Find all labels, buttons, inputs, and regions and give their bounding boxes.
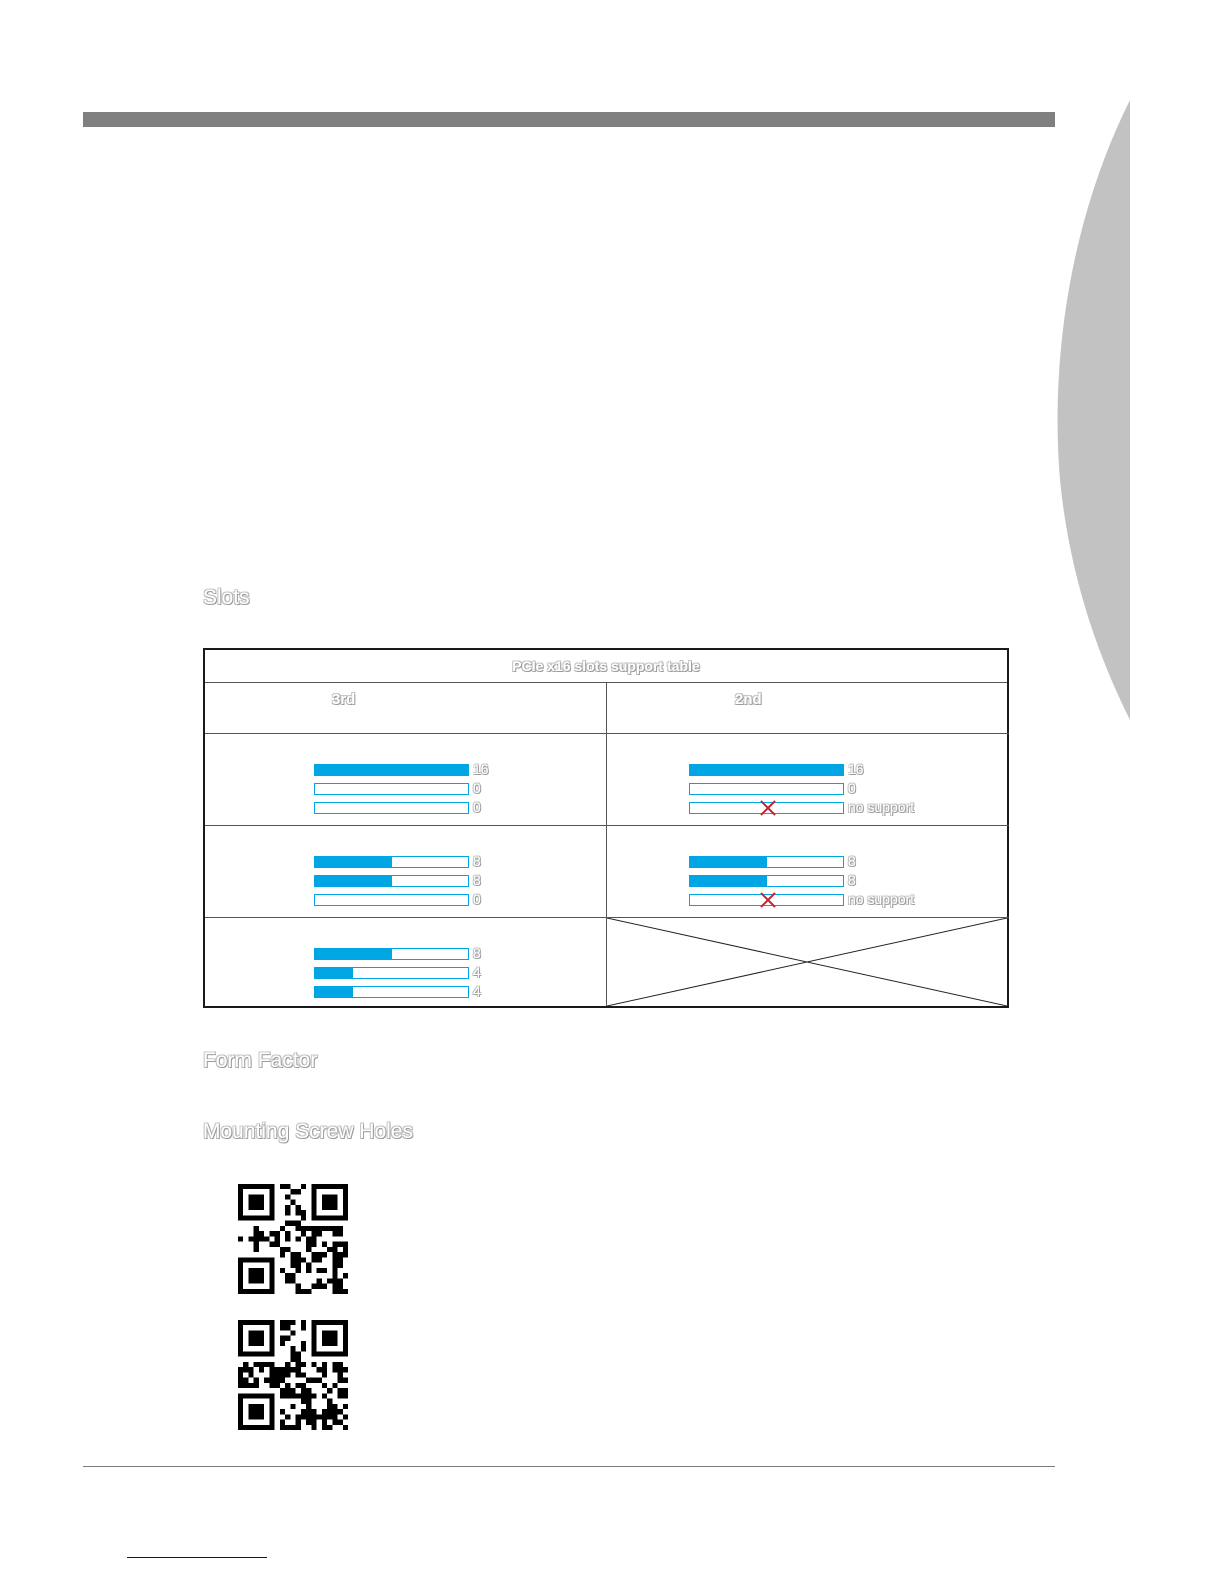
- x-icon: [758, 798, 778, 818]
- lane-bar-track: [314, 967, 469, 979]
- table-cell-left: [205, 826, 607, 918]
- side-tab-shape: [1050, 100, 1130, 720]
- lane-label: 16: [848, 761, 864, 777]
- lane-bar-track: [314, 856, 469, 868]
- qr-code-icon: [238, 1320, 348, 1430]
- lane-bar-track: [314, 783, 469, 795]
- lane-bar-fill: [315, 968, 353, 978]
- lane-label: 4: [473, 983, 481, 999]
- table-cell-right: [607, 918, 1009, 1006]
- lane-label: 8: [473, 853, 481, 869]
- lane-bar-track: [314, 764, 469, 776]
- lane-label: 4: [473, 964, 481, 980]
- table-cell-right: [607, 826, 1009, 918]
- lane-bar-track: [314, 986, 469, 998]
- pcie-support-table: [203, 648, 1009, 1008]
- table-title: PCIe x16 slots support table: [205, 650, 1007, 683]
- lane-label: 8: [848, 872, 856, 888]
- lane-label: 16: [473, 761, 489, 777]
- footer-link-underline[interactable]: [127, 1557, 267, 1558]
- lane-label: 0: [848, 780, 856, 796]
- qr-code-icon: [238, 1184, 348, 1294]
- lane-bar-track: [689, 783, 844, 795]
- table-cell-left: [205, 734, 607, 826]
- lane-label: no support: [848, 799, 915, 815]
- form-factor-heading: Form Factor: [203, 1049, 318, 1072]
- lane-bar-track: [689, 875, 844, 887]
- slots-heading: Slots: [203, 586, 250, 609]
- table-cell-right: [607, 734, 1009, 826]
- header-bar: [83, 112, 1055, 127]
- lane-bar-track: [314, 894, 469, 906]
- lane-bar-fill: [315, 857, 392, 867]
- lane-bar-track: [314, 875, 469, 887]
- lane-label: 8: [473, 945, 481, 961]
- lane-bar-fill: [315, 876, 392, 886]
- lane-bar-fill: [690, 876, 767, 886]
- lane-bar-track: [314, 802, 469, 814]
- lane-label: 0: [473, 891, 481, 907]
- lane-label: 8: [473, 872, 481, 888]
- lane-bar-fill: [315, 987, 353, 997]
- lane-label: 0: [473, 799, 481, 815]
- column-header-3rd: 3rd: [205, 683, 607, 734]
- footer-rule: [83, 1466, 1055, 1467]
- lane-bar-fill: [315, 765, 468, 775]
- lane-bar-fill: [690, 857, 767, 867]
- lane-bar-fill: [690, 765, 843, 775]
- lane-bar-fill: [315, 949, 392, 959]
- lane-label: 8: [848, 853, 856, 869]
- lane-label: 0: [473, 780, 481, 796]
- column-header-2nd: 2nd: [607, 683, 1009, 734]
- lane-bar-track: [689, 764, 844, 776]
- mounting-screw-holes-heading: Mounting Screw Holes: [203, 1120, 414, 1143]
- lane-label: no support: [848, 891, 915, 907]
- lane-bar-track: [689, 856, 844, 868]
- lane-bar-track: [314, 948, 469, 960]
- table-cell-left: [205, 918, 607, 1006]
- x-icon: [758, 890, 778, 910]
